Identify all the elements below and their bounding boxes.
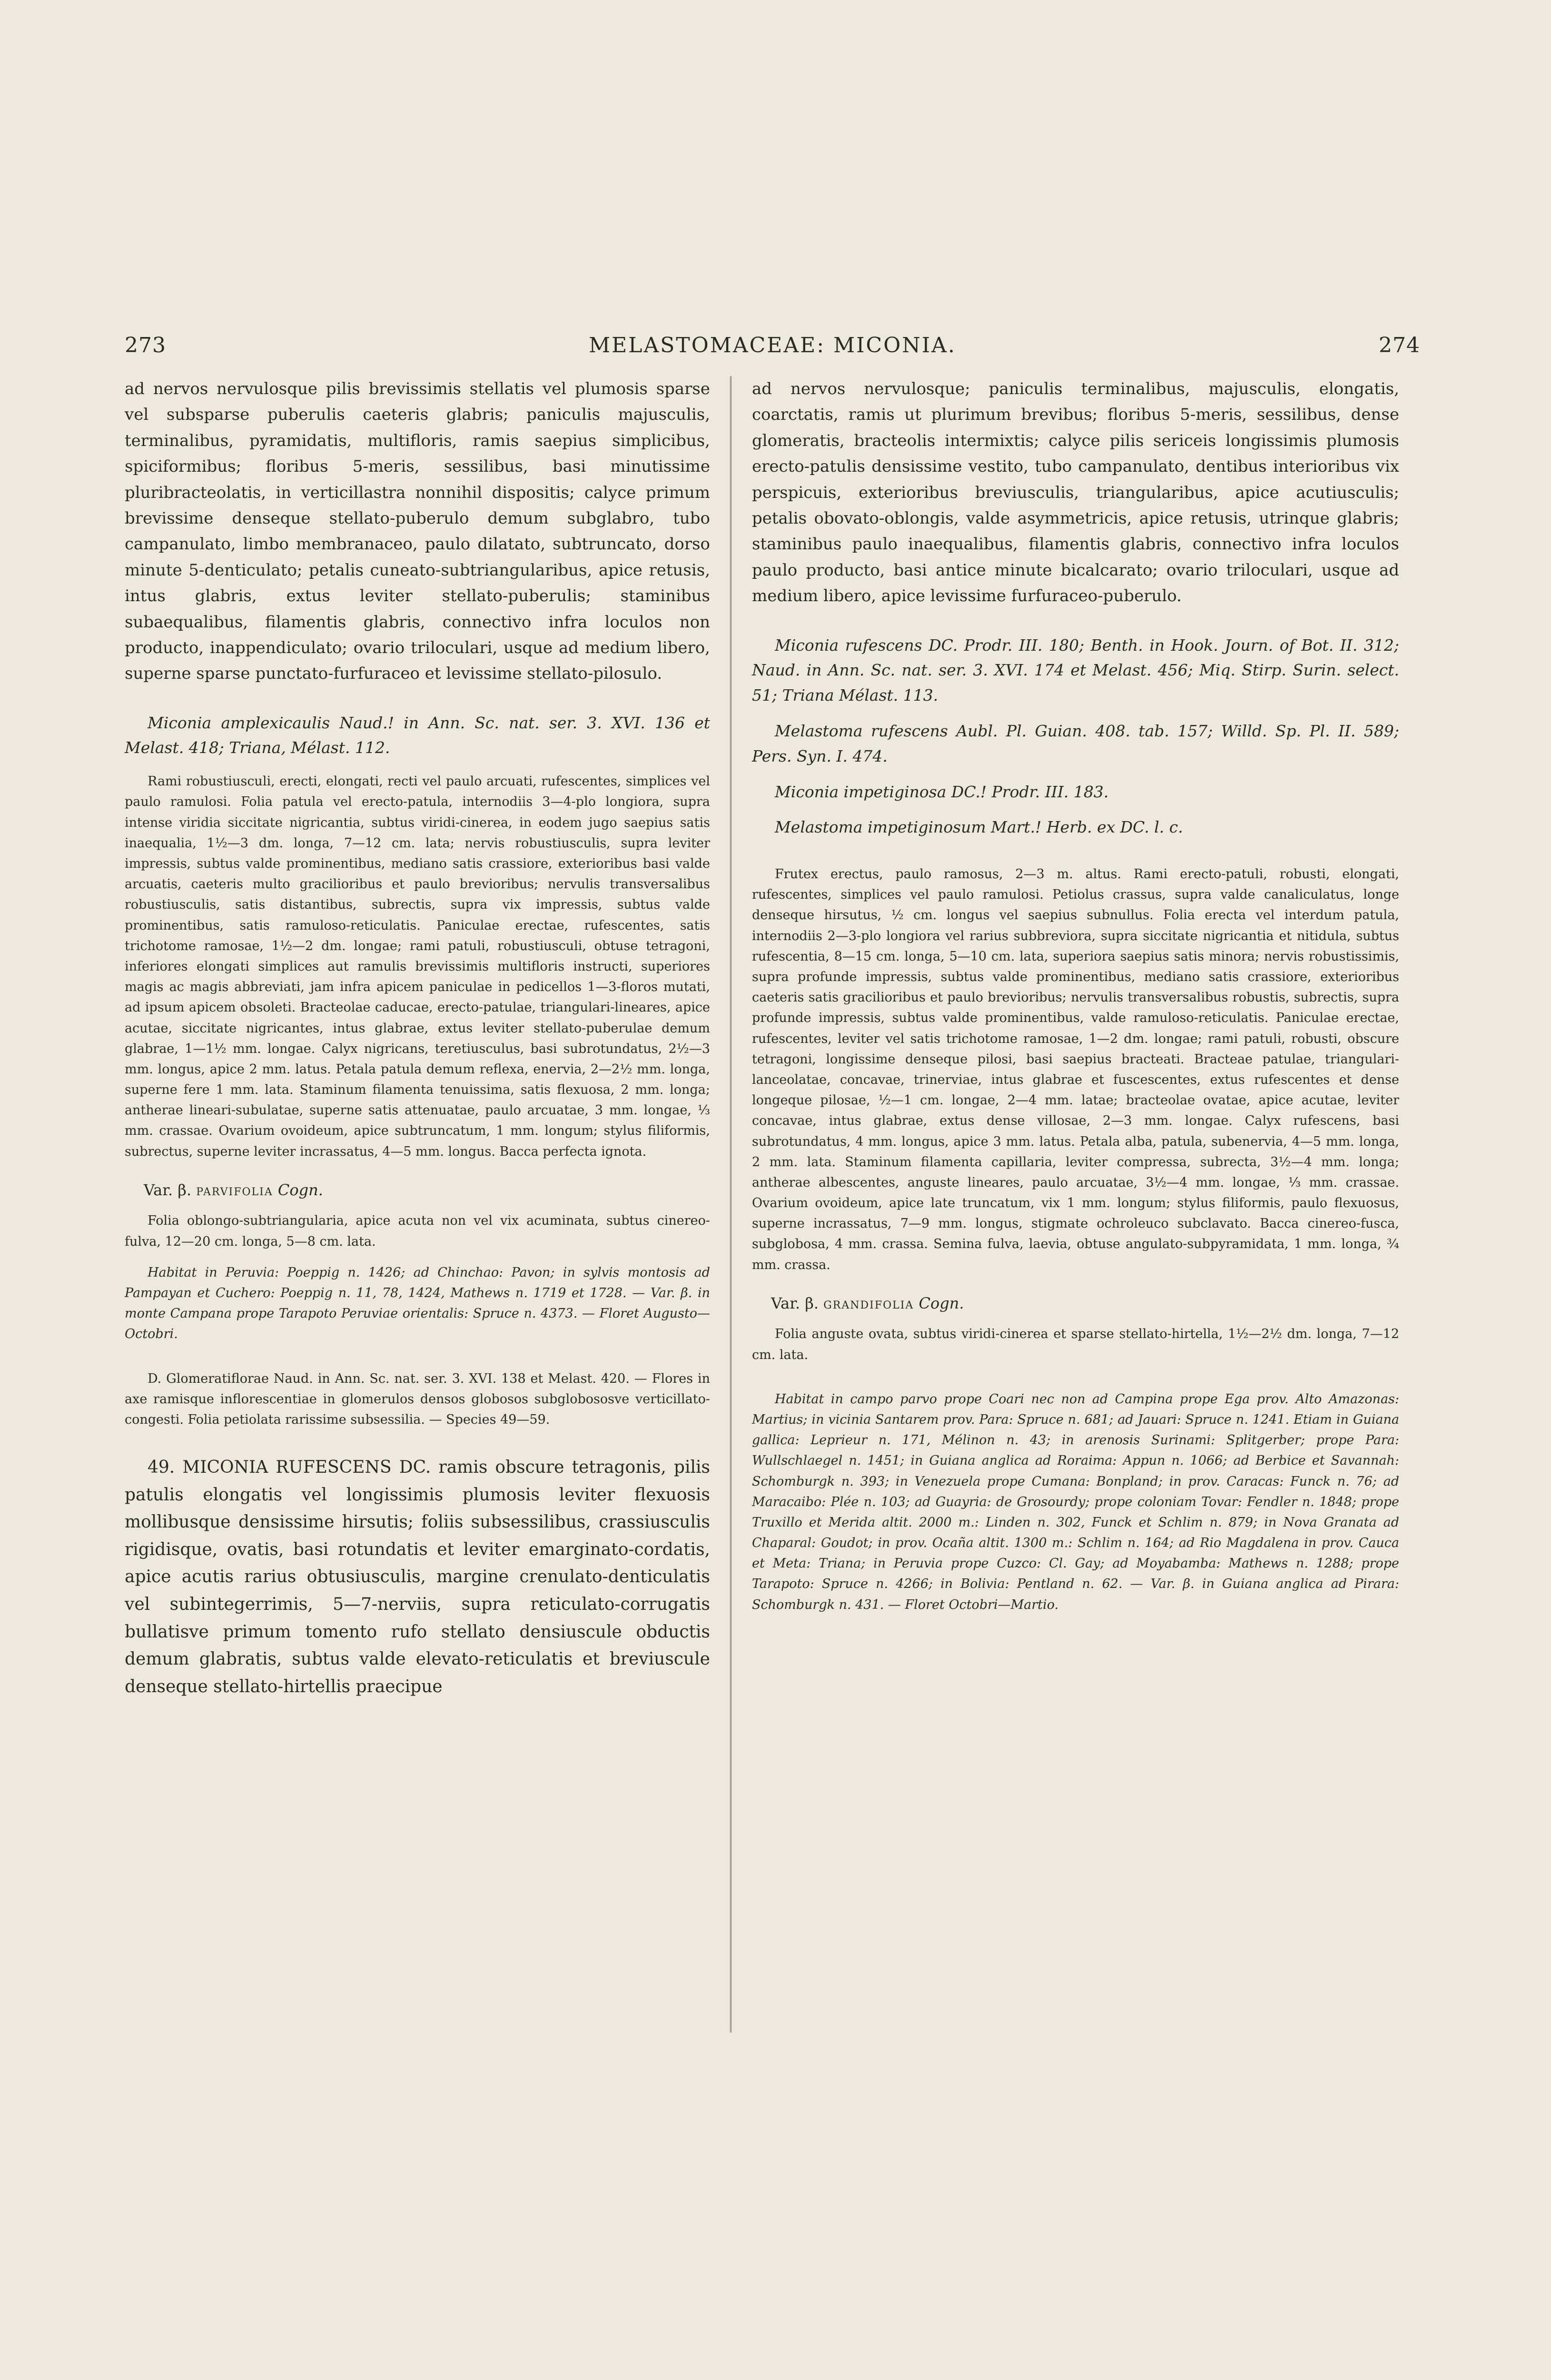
variety-description: Folia oblongo-subtriangularia, apice acuta non vel vix acuminata, subtus cinereo-fulva, 12—20 cm. longa, 5—8 cm. lata. [125, 1213, 710, 1249]
page-number-right: 274 [1379, 333, 1420, 357]
spacer [752, 620, 1399, 633]
variety-heading [144, 1178, 710, 1202]
citation-amplexicaulis: Miconia amplexicaulis Naud.! in Ann. Sc. nat. ser. 3. XVI. 136 et Melast. 418; Triana, Mélast. 112. [125, 713, 710, 757]
diagnosis-rufescens-continued: ad nervos nervulosque; paniculis terminalibus, majusculis, elongatis, coarctatis, ramis ut plurimum brevibus; floribus 5-meris, sessilibus, dense glomeratis, bracteolis intermixtis; calyce pilis sericeis longissimis plumosis erecto-patulis densissime vestito, tubo campanulato, dentibus interioribus vix perspicuis, exterioribus breviusculis, triangularibus, apice acutiusculis; petalis obovato-oblongis, valde asymmetricis, apice retusis, utrinque glabris; staminibus paulo inaequalibus, filamentis glabris, connectivo infra loculos paulo producto, basi antice minute bicalcarato; ovario triloculari, usque ad medium libero, apice levissime furfuraceo-puberulo. [752, 379, 1399, 606]
column-divider [730, 376, 731, 2033]
page-number-left: 273 [125, 333, 166, 357]
spacer [125, 697, 710, 711]
citation-rufescens: Miconia rufescens DC. Prodr. III. 180; Benth. in Hook. Journ. of Bot. II. 312; Naud. in Ann. Sc. nat. ser. 3. XVI. 174 et Melast. 456; Miq. Stirp. Surin. select. 51; Triana Mélast. 113. [752, 635, 1399, 705]
variety-name: parvifolia [196, 1180, 273, 1199]
citation-melastoma-rufescens: Melastoma rufescens Aubl. Pl. Guian. 408. tab. 157; Willd. Sp. Pl. II. 589; Pers. Syn. I. 474. [752, 721, 1399, 765]
variety-label: Var. β. [771, 1294, 819, 1312]
description-amplexicaulis: Rami robustiusculi, erecti, elongati, recti vel paulo arcuati, rufescentes, simplices vel paulo ramulosi. Folia patula vel erecto-patula, internodiis 3—4-plo longiora, supra intense viridia siccitate nigricantia, subtus viridi-cinerea, in eodem jugo saepius satis inaequalia, 1½—3 dm. longa, 7—12 cm. lata; nervis robustiusculis, supra leviter impressis, subtus valde prominentibus, mediano satis crassiore, exterioribus basi valde arcuatis, caeteris multo gracilioribus et paulo brevioribus; nervulis transversalibus robustiusculis, satis distantibus, subrectis, supra vix impressis, subtus valde prominentibus, satis ramuloso-reticulatis. Paniculae erectae, rufescentes, satis trichotome ramosae, 1½—2 dm. longae; rami patuli, robustiusculi, obtuse tetragoni, inferiores elongati simplices aut ramulis brevissimis multifloris instructi, superiores magis ac magis abbreviati, jam infra apicem paniculae in pedicellos 1—3-floros mutati, ad ipsum apicem obsoleti. Bracteolae caducae, erecto-patulae, triangulari-lineares, apice acutae, siccitate nigricantes, intus glabrae, extus leviter stellato-puberulae demum glabrae, 1—1½ mm. longae. Calyx nigricans, teretiusculus, basi subrotundatus, 2½—3 mm. longus, apice 2 mm. latus. Petala patula demum reflexa, enervia, 2—2½ mm. longa, superne fere 1 mm. lata. Staminum filamenta tenuissima, satis flexuosa, 2 mm. longa; antherae lineari-subulatae, superne satis attenuatae, paulo arcuatae, 3 mm. longae, ⅓ mm. crassae. Ovarium ovoideum, apice subtruncatum, 1 mm. longum; stylus filiformis, subrectus, superne leviter incrassatus, 4—5 mm. longus. Bacca perfecta ignota. [125, 774, 710, 1159]
spacer [125, 1440, 710, 1454]
species-49-diagnosis: 49. MICONIA RUFESCENS DC. ramis obscure tetragonis, pilis patulis elongatis vel longissimis plumosis leviter flexuosis mollibusque densissime hirsutis; foliis subsessilibus, crassiusculis rigidisque, ovatis, basi rotundatis et leviter emarginato-cordatis, apice acutis rarius obtusiusculis, margine crenulato-denticulatis vel subintegerrimis, 5—7-nerviis, supra reticulato-corrugatis bullatisve primum tomento rufo stellato densiuscule obductis demum glabratis, subtus valde elevato-reticulatis et breviuscule denseque stellato-hirtellis praecipue [125, 1458, 710, 1696]
page-header [125, 328, 1420, 362]
variety-description: Folia anguste ovata, subtus viridi-cinerea et sparse stellato-hirtella, 1½—2½ dm. longa, 7—12 cm. lata. [752, 1327, 1399, 1362]
right-column [752, 376, 1399, 1626]
variety-author: Cogn. [277, 1180, 323, 1199]
running-title: MELASTOMACEAE: MICONIA. [589, 333, 956, 357]
variety-name: grandifolia [823, 1294, 914, 1312]
diagnosis-continued: ad nervos nervulosque pilis brevissimis stellatis vel plumosis sparse vel subsparse puberulis caeteris glabris; paniculis majusculis, terminalibus, pyramidatis, multifloris, ramis saepius simplicibus, spiciformibus; floribus 5-meris, sessilibus, basi minutissime pluribracteolatis, in verticillastra nonnihil dispositis; calyce primum brevissime denseque stellato-puberulo demum subglabro, tubo campanulato, limbo membranaceo, paulo dilatato, subtruncato, dorso minute 5-denticulato; petalis cuneato-subtriangularibus, apice retusis, intus glabris, extus leviter stellato-puberulis; staminibus subaequalibus, filamentis glabris, connectivo infra loculos non producto, inappendiculato; ovario triloculari, usque ad medium libero, superne sparse punctato-furfuraceo et levissime stellato-pilosulo. [125, 379, 710, 684]
citation-impetiginosa: Miconia impetiginosa DC.! Prodr. III. 183. [775, 782, 1109, 801]
spacer [752, 1376, 1399, 1389]
spacer [125, 1355, 710, 1368]
description-rufescens: Frutex erectus, paulo ramosus, 2—3 m. altus. Rami erecto-patuli, robusti, elongati, rufescentes, simplices vel paulo ramulosi. Petiolus crassus, supra valde canaliculatus, longe denseque hirsutus, ½ cm. longus vel saepius subnullus. Folia erecta vel interdum patula, internodiis 2—3-plo longiora vel rarius subbreviora, supra siccitate nigricantia et nitidula, subtus rufescentia, 8—15 cm. longa, 5—10 cm. lata, superiora saepius satis minora; nervis robustissimis, supra profunde impressis, subtus valde prominentibus, mediano satis crassiore, exterioribus caeteris satis gracilioribus et paulo brevioribus; nervulis transversalibus robustis, subrectis, supra profunde impressis, subtus valde prominentibus, valde ramuloso-reticulatis. Paniculae erectae, rufescentes, leviter vel satis trichotome ramosae, 1—2 dm. longae; rami patuli, robusti, obscure tetragoni, longissime denseque pilosi, basi saepius bracteati. Bracteae patulae, triangulari-lanceolatae, concavae, trinerviae, intus glabrae et fuscescentes, extus rufescentes et dense longeque pilosae, ½—1 cm. longae, 2—4 mm. latae; bracteolae ovatae, apice acutae, leviter concavae, intus glabrae, extus dense villosae, 2—3 mm. longae. Calyx rufescens, basi subrotundatus, 4 mm. longus, apice 3 mm. latus. Petala alba, patula, subenervia, 4—5 mm. longa, 2 mm. lata. Staminum filamenta capillaria, leviter compressa, subrecta, 3½—4 mm. longa; antherae albescentes, anguste lineares, paulo arcuatae, 3½—4 mm. longae, ⅓ mm. crassae. Ovarium ovoideum, apice late truncatum, vix 1 mm. longum; stylus filiformis, paulo flexuosus, superne incrassatus, 7—9 mm. longus, stigmate ochroleuco subclavato. Bacca cinereo-fusca, subglobosa, 4 mm. crassa. Semina fulva, laevia, obtuse angulato-subpyramidata, 1 mm. longa, ¾ mm. crassa. [752, 867, 1399, 1272]
spacer [752, 851, 1399, 864]
habitat-rufescens: Habitat in campo parvo prope Coari nec non ad Campina prope Ega prov. Alto Amazonas: Martius; in vicinia Santarem prov. Para: Spruce n. 681; ad Jauari: Spruce n. 1241. Etiam in Guiana gallica: Leprieur n. 171, Mélinon n. 43; in arenosis Surinami: Splitgerber; prope Para: Wullschlaegel n. 1451; in Guiana anglica ad Roraima: Appun n. 1066; ad Berbice et Savannah: Schomburgk n. 393; in Venezuela prope Cumana: Bonpland; in prov. Caracas: Funck n. 76; ad Maracaibo: Plée n. 103; ad Guayria: de Grosourdy; prope coloniam Tovar: Fendler n. 1848; prope Truxillo et Merida altit. 2000 m.: Linden n. 302, Funck et Schlim n. 879; in Nova Granata ad Chaparal: Goudot; in prov. Ocaña altit. 1300 m.: Schlim n. 164; ad Rio Magdalena in prov. Cauca et Meta: Triana; in Peruvia prope Cuzco: Cl. Gay; ad Moyabamba: Mathews n. 1288; prope Tarapoto: Spruce n. 4266; in Bolivia: Pentland n. 62. — Var. β. in Guiana anglica ad Pirara: Schomburgk n. 431. — Floret Octobri—Martio. [752, 1391, 1399, 1612]
group-glomeratiflorae: D. Glomeratiflorae Naud. in Ann. Sc. nat. ser. 3. XVI. 138 et Melast. 420. — Flores in axe ramisque inflorescentiae in glomerulos densos globosos subglobososve verticillato-congesti. Folia petiolata rarissime subsessilia. — Species 49—59. [125, 1371, 710, 1427]
habitat-amplexicaulis: Habitat in Peruvia: Poeppig n. 1426; ad Chinchao: Pavon; in sylvis montosis ad Pampayan et Cuchero: Poeppig n. 11, 78, 1424, Mathews n. 1719 et 1728. — Var. β. in monte Campana prope Tarapoto Peruviae orientalis: Spruce n. 4373. — Floret Augusto—Octobri. [125, 1265, 710, 1342]
variety-heading [771, 1291, 1399, 1316]
variety-label: Var. β. [144, 1180, 192, 1199]
citation-melastoma-impetiginosum: Melastoma impetiginosum Mart.! Herb. ex DC. l. c. [775, 818, 1183, 837]
left-column [125, 376, 710, 1711]
variety-author: Cogn. [919, 1294, 964, 1312]
